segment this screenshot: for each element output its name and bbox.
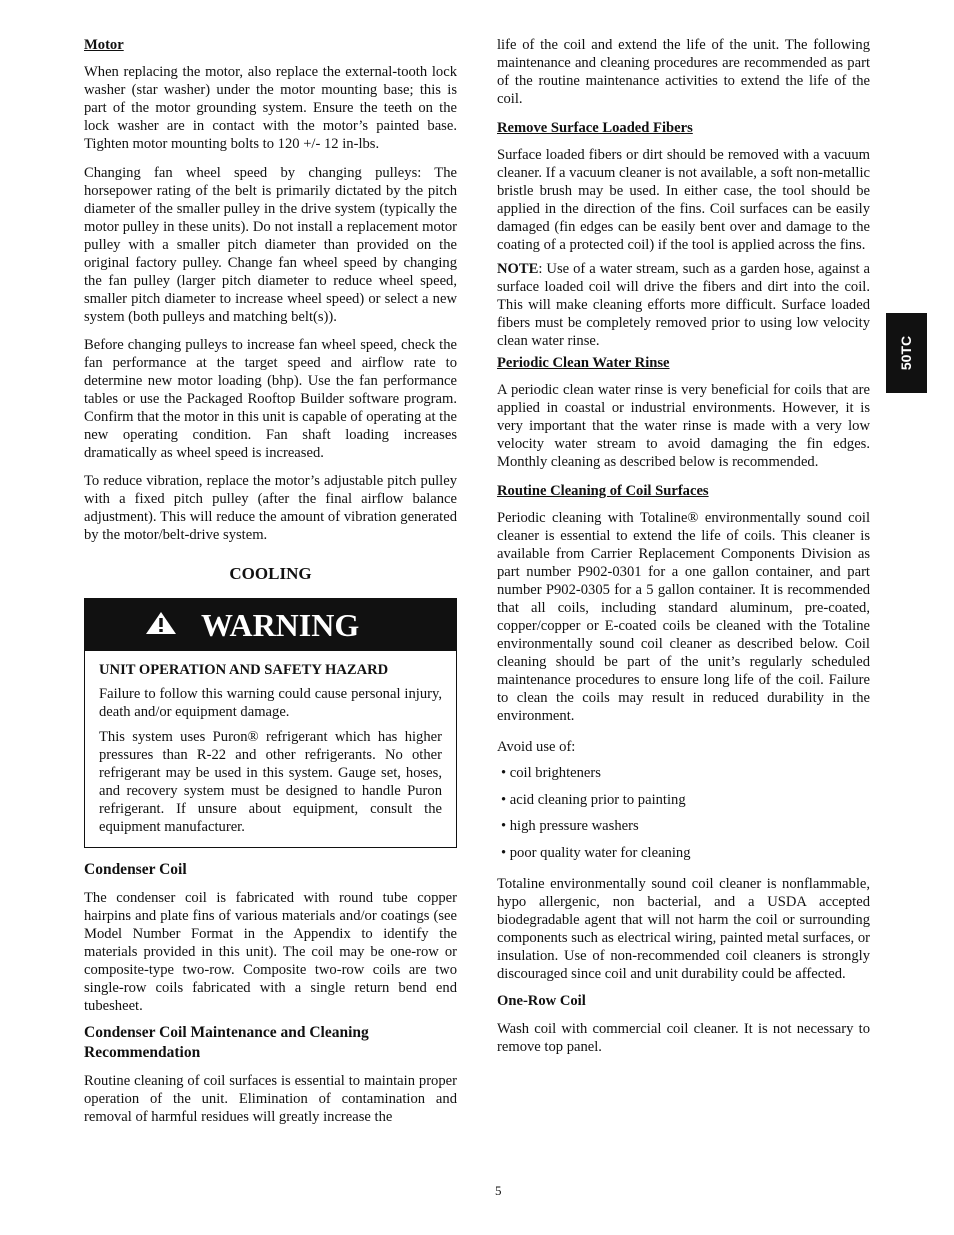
note-paragraph [497,260,870,350]
fibers-paragraph: Surface loaded fibers or dirt should be removed with a vacuum cleaner. If a vacuum cleaner is not available, a soft non-metallic bristle brush may be used. In either case, the tool should be applied in the direction of the fins. Coil surfaces can be easily damaged (fin edges can be easily bent over and damage to the coating of a protected coil) if the tool is applied across the fins. [497,147,870,253]
motor-paragraph-2: Changing fan wheel speed by changing pulleys: The horsepower rating of the belt is primarily dictated by the pitch diameter of the smaller pulley in the drive system (typically the motor pulley in these units). Do not install a replacement motor pulley with a smaller pitch diameter than provided on the original factory pulley. Change fan wheel speed by changing the fan pulley (larger pitch diameter to reduce wheel speed, smaller pitch diameter to increase wheel speed) or select a new system (both pulleys and matching belt(s)). [84,165,457,325]
side-tab [886,313,927,393]
page-number: 5 [495,1183,502,1198]
warning-paragraph-1: Failure to follow this warning could cause personal injury, death and/or equipment damage. [99,686,442,720]
list-item: • high pressure washers [501,818,639,834]
avoid-list [497,764,870,862]
continued-paragraph: life of the coil and extend the life of the unit. The following maintenance and cleaning procedures are recommended as part of the routine maintenance activities to extend the life of the coil. [497,37,870,107]
fibers-heading: Remove Surface Loaded Fibers [497,120,693,136]
warning-box [84,598,457,848]
rinse-heading: Periodic Clean Water Rinse [497,355,670,371]
one-row-coil-paragraph: Wash coil with commercial coil cleaner. It is not necessary to remove top panel. [497,1020,870,1055]
maintenance-heading: Condenser Coil Maintenance and Cleaning Recommendation [84,1024,369,1061]
routine-heading: Routine Cleaning of Coil Surfaces [497,483,709,499]
list-item: • acid cleaning prior to painting [501,791,686,808]
maintenance-paragraph: Routine cleaning of coil surfaces is essential to maintain proper operation of the unit. Elimination of contamination and removal of harmful residues will greatly increase the [84,1073,457,1125]
side-tab-label: 50TC [898,335,915,371]
cooling-section-title: COOLING [229,564,312,583]
motor-paragraph-1: When replacing the motor, also replace the external-tooth lock washer (star washer) under the motor mounting base; this is part of the motor grounding system. Ensure the teeth on the lock washer are in contact with the motor’s painted base. Tighten motor mounting bolts to 120 +/- 12 in-lbs. [84,64,457,152]
one-row-coil-heading: One-Row Coil [497,992,586,1009]
warning-triangle-icon [145,611,177,635]
totaline-paragraph: Totaline environmentally sound coil cleaner is nonflammable, hypo allergenic, non bacterial, and a USDA accepted biodegradable agent that will not harm the coil or surrounding components such as electrical wiring, painted metal surfaces, or insulation. Use of non-recommended coil cleaners is strongly discouraged since coil and unit durability could be affected. [497,875,870,982]
rinse-paragraph: A periodic clean water rinse is very beneficial for coils that are applied in coastal or industrial environments. However, it is very important that the water rinse is made with a very low velocity water stream to avoid damaging the fin edges. Monthly cleaning as described below is recommended. [497,382,870,470]
avoid-intro: Avoid use of: [497,739,576,755]
note-label: NOTE [497,261,539,277]
warning-content [85,651,456,836]
warning-banner [85,599,456,651]
hazard-title: UNIT OPERATION AND SAFETY HAZARD [99,662,389,678]
warning-paragraph-2: This system uses Puron® refrigerant which has higher pressures than R-22 and other refrigerants. No other refrigerant may be used in this system. Gauge set, hoses, and recovery system must be designed to handle Puron refrigerant. If unsure about equipment, consult the equipment manufacturer. [99,729,442,835]
routine-paragraph: Periodic cleaning with Totaline® environmentally sound coil cleaner is essential to extend the life of coils. This cleaner is available from Carrier Replacement Components Division as part number P902-0301 for a one gallon container, and part number P902-0305 for a 5 gallon container. It is recommended that all coils, including standard aluminum, pre-coated, copper/copper or E-coated coils be cleaned with the Totaline environmentally sound coil cleaner as described below. Coil cleaning should be part of the unit’s regularly scheduled maintenance procedures to ensure long life of the coil. Failure to clean the coils may result in reduced durability in the environment. [497,510,870,724]
motor-paragraph-4: To reduce vibration, replace the motor’s adjustable pitch pulley with a fixed pitch pulley (after the final airflow balance adjustment). This will reduce the amount of vibration generated by the motor/belt-drive system. [84,473,457,543]
right-column [497,36,870,1067]
list-item: • poor quality water for cleaning [501,844,691,861]
note-text: : Use of a water stream, such as a garden hose, against a surface loaded coil will drive the fibers and dirt into the coil. This will make cleaning efforts more difficult. Surface loaded fibers must be completely removed prior to using low velocity clean water rinse. [497,261,870,349]
condenser-coil-heading: Condenser Coil [84,861,187,878]
motor-heading: Motor [84,37,124,53]
list-item: • coil brighteners [501,765,601,781]
left-column [84,36,457,1137]
condenser-coil-paragraph: The condenser coil is fabricated with round tube copper hairpins and plate fins of various materials and/or coatings (see Model Number Format in the Appendix to identify the materials provided in this unit). The coil may be one-row or composite-type two-row. Composite two-row coils are two single-row coils fabricated with a single return bend end tubesheet. [84,890,457,1014]
motor-paragraph-3: Before changing pulleys to increase fan wheel speed, check the fan performance at the target speed and airflow rate to determine new motor loading (bhp). Use the fan performance tables or use the Packaged Rooftop Builder software program. Confirm that the motor in this unit is capable of operating at the new operating condition. Fan shaft loading increases dramatically as wheel speed is increased. [84,337,457,461]
warning-word: WARNING [201,606,360,643]
